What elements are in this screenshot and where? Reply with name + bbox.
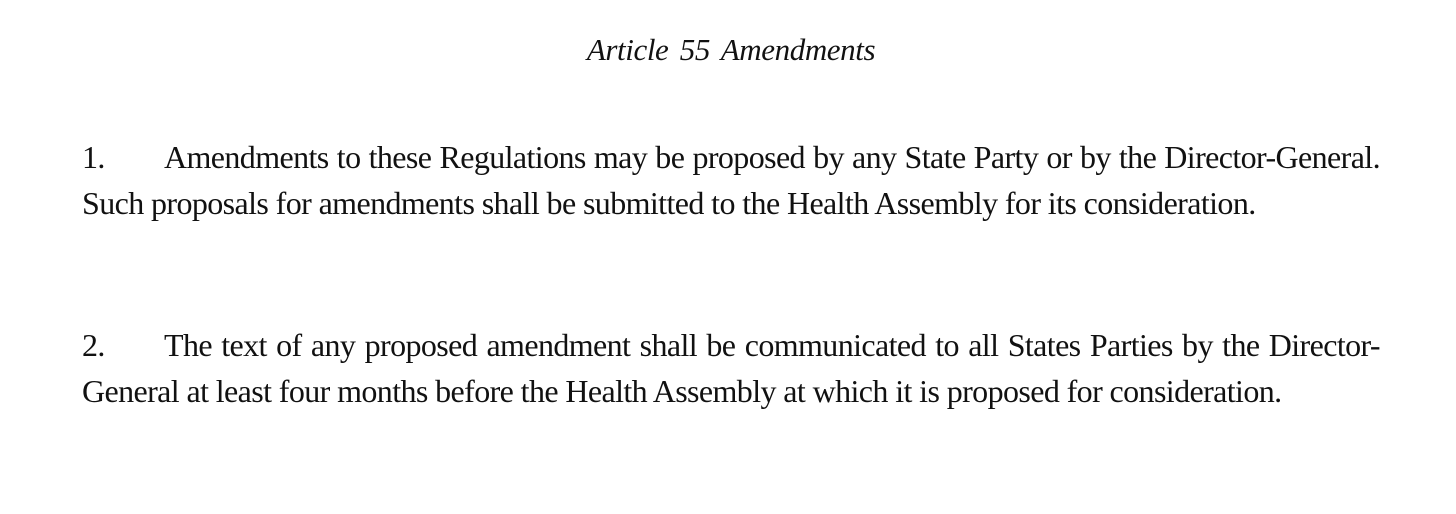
paragraph-text: The text of any proposed amendment shall be communicated to all States Parties by the Director-General at least four months before the Health Assembly at which it is proposed for consideration. <box>82 327 1380 409</box>
document-page <box>82 0 1380 514</box>
article-title: Article 55 Amendments <box>586 32 876 67</box>
paragraph-1 <box>82 134 1380 226</box>
paragraph-number: 2. <box>82 327 105 363</box>
paragraph-number: 1. <box>82 139 105 175</box>
paragraph-2 <box>82 322 1380 414</box>
paragraph-text: Amendments to these Regulations may be proposed by any State Party or by the Director-General. Such proposals for amendments shall be submitted to the Health Assembly for its consideration. <box>82 139 1380 221</box>
